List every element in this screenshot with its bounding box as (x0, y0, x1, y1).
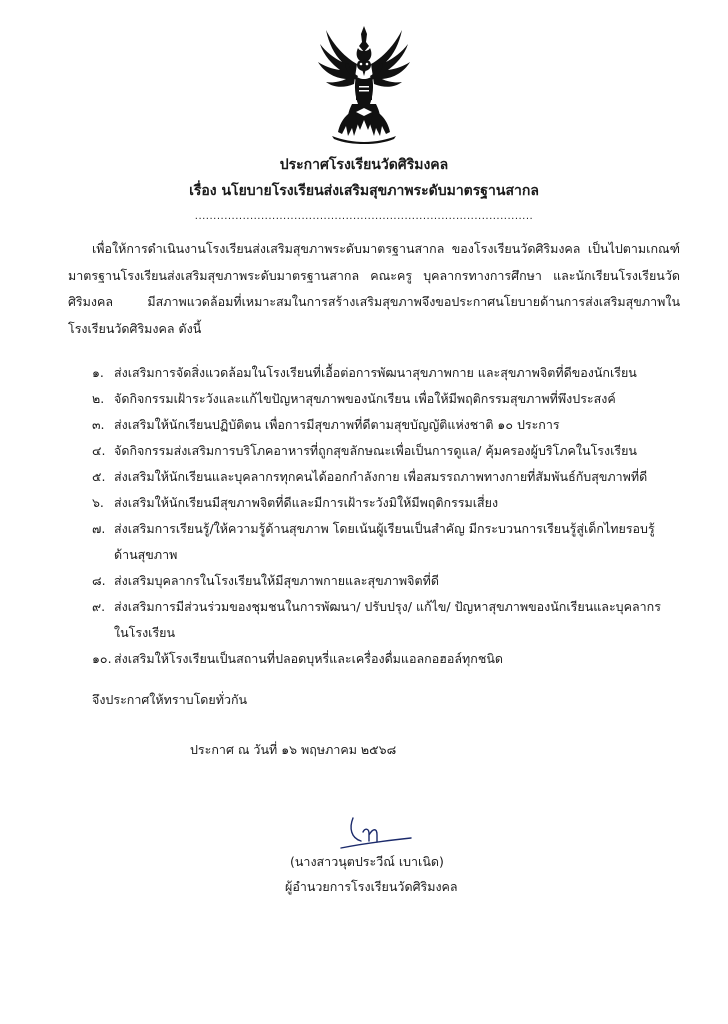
policy-number: ๕. (92, 469, 106, 484)
policy-item (92, 568, 672, 594)
signer-position: ผู้อำนวยการโรงเรียนวัดศิริมงคล (285, 879, 458, 894)
policy-number: ๗. (92, 521, 106, 536)
announcement-date: ประกาศ ณ วันที่ ๑๖ พฤษภาคม ๒๕๖๘ (190, 742, 397, 757)
policy-text: ส่งเสริมให้โรงเรียนเป็นสถานที่ปลอดบุหรี่และเครื่องดื่มแอลกอฮอล์ทุกชนิด (114, 651, 503, 666)
dotted-separator: ............................................................................................ (194, 211, 534, 222)
policy-item (92, 490, 672, 516)
policy-text: ส่งเสริมให้นักเรียนมีสุขภาพจิตที่ดีและมีการเฝ้าระวังมิให้มีพฤติกรรมเสี่ยง (114, 495, 499, 510)
policy-text: ส่งเสริมให้นักเรียนปฏิบัติตน เพื่อการมีสุขภาพที่ดีตามสุขบัญญัติแห่งชาติ ๑๐ ประการ (114, 417, 560, 432)
policy-text: ส่งเสริมให้นักเรียนและบุคลากรทุกคนได้ออกกำลังกาย เพื่อสมรรถภาพทางกายที่สัมพันธ์กับสุขภาพที่ดี (114, 469, 648, 484)
policy-text: ส่งเสริมบุคลากรในโรงเรียนให้มีสุขภาพกายและสุขภาพจิตที่ดี (114, 573, 439, 588)
policy-number: ๑๐. (92, 651, 112, 666)
garuda-emblem-icon (312, 24, 416, 144)
policy-text: ส่งเสริมการเรียนรู้/ให้ความรู้ด้านสุขภาพ โดยเน้นผู้เรียนเป็นสำคัญ มีกระบวนการเรียนรู้สู่เด็กไทยรอบรู้ด้านสุขภาพ (114, 521, 655, 562)
policy-text: ส่งเสริมการมีส่วนร่วมของชุมชนในการพัฒนา/ ปรับปรุง/ แก้ไข/ ปัญหาสุขภาพของนักเรียนและบุคลากรในโรงเรียน (114, 599, 661, 640)
intro-paragraph: เพื่อให้การดำเนินงานโรงเรียนส่งเสริมสุขภาพระดับมาตรฐานสากล ของโรงเรียนวัดศิริมงคล เป็นไปตามเกณฑ์มาตรฐานโรงเรียนส่งเสริมสุขภาพระดับมาตรฐานสากล คณะครู บุคลากรทางการศึกษา และนักเรียนโรงเรียนวัดศิริมงคล มีสภาพแวดล้อมที่เหมาะสมในการสร้างเสริมสุขภาพจึงขอประกาศนโยบายด้านการส่งเสริมสุขภาพในโรงเรียนวัดศิริมงคล ดังนี้ (68, 241, 680, 336)
policy-number: ๔. (92, 443, 106, 458)
policy-number: ๑. (92, 365, 104, 380)
signer-name: (นางสาวนุตประวีณ์ เบาเนิด) (290, 854, 444, 869)
policy-item (92, 360, 672, 386)
policy-item (92, 464, 672, 490)
policy-number: ๒. (92, 391, 105, 406)
policy-number: ๖. (92, 495, 104, 510)
announcement-title: ประกาศโรงเรียนวัดศิริมงคล (279, 157, 449, 173)
closing-statement: จึงประกาศให้ทราบโดยทั่วกัน (92, 692, 248, 707)
policy-item (92, 516, 672, 568)
announcement-subject: เรื่อง นโยบายโรงเรียนส่งเสริมสุขภาพระดับมาตรฐานสากล (189, 183, 539, 199)
policy-text: ส่งเสริมการจัดสิ่งแวดล้อมในโรงเรียนที่เอื้อต่อการพัฒนาสุขภาพกาย และสุขภาพจิตที่ดีของนักเรียน (114, 365, 637, 380)
policy-text: จัดกิจกรรมส่งเสริมการบริโภคอาหารที่ถูกสุขลักษณะเพื่อเป็นการดูแล/ คุ้มครองผู้บริโภคในโรงเรียน (114, 443, 637, 458)
handwritten-signature-icon (335, 808, 415, 852)
policy-number: ๙. (92, 599, 106, 614)
policy-number: ๘. (92, 573, 106, 588)
policy-item (92, 438, 672, 464)
policy-item (92, 646, 672, 672)
policy-number: ๓. (92, 417, 105, 432)
policy-text: จัดกิจกรรมเฝ้าระวังและแก้ไขปัญหาสุขภาพของนักเรียน เพื่อให้มีพฤติกรรมสุขภาพที่พึงประสงค์ (114, 391, 616, 406)
policy-item (92, 386, 672, 412)
policy-item (92, 412, 672, 438)
policy-item (92, 594, 672, 646)
